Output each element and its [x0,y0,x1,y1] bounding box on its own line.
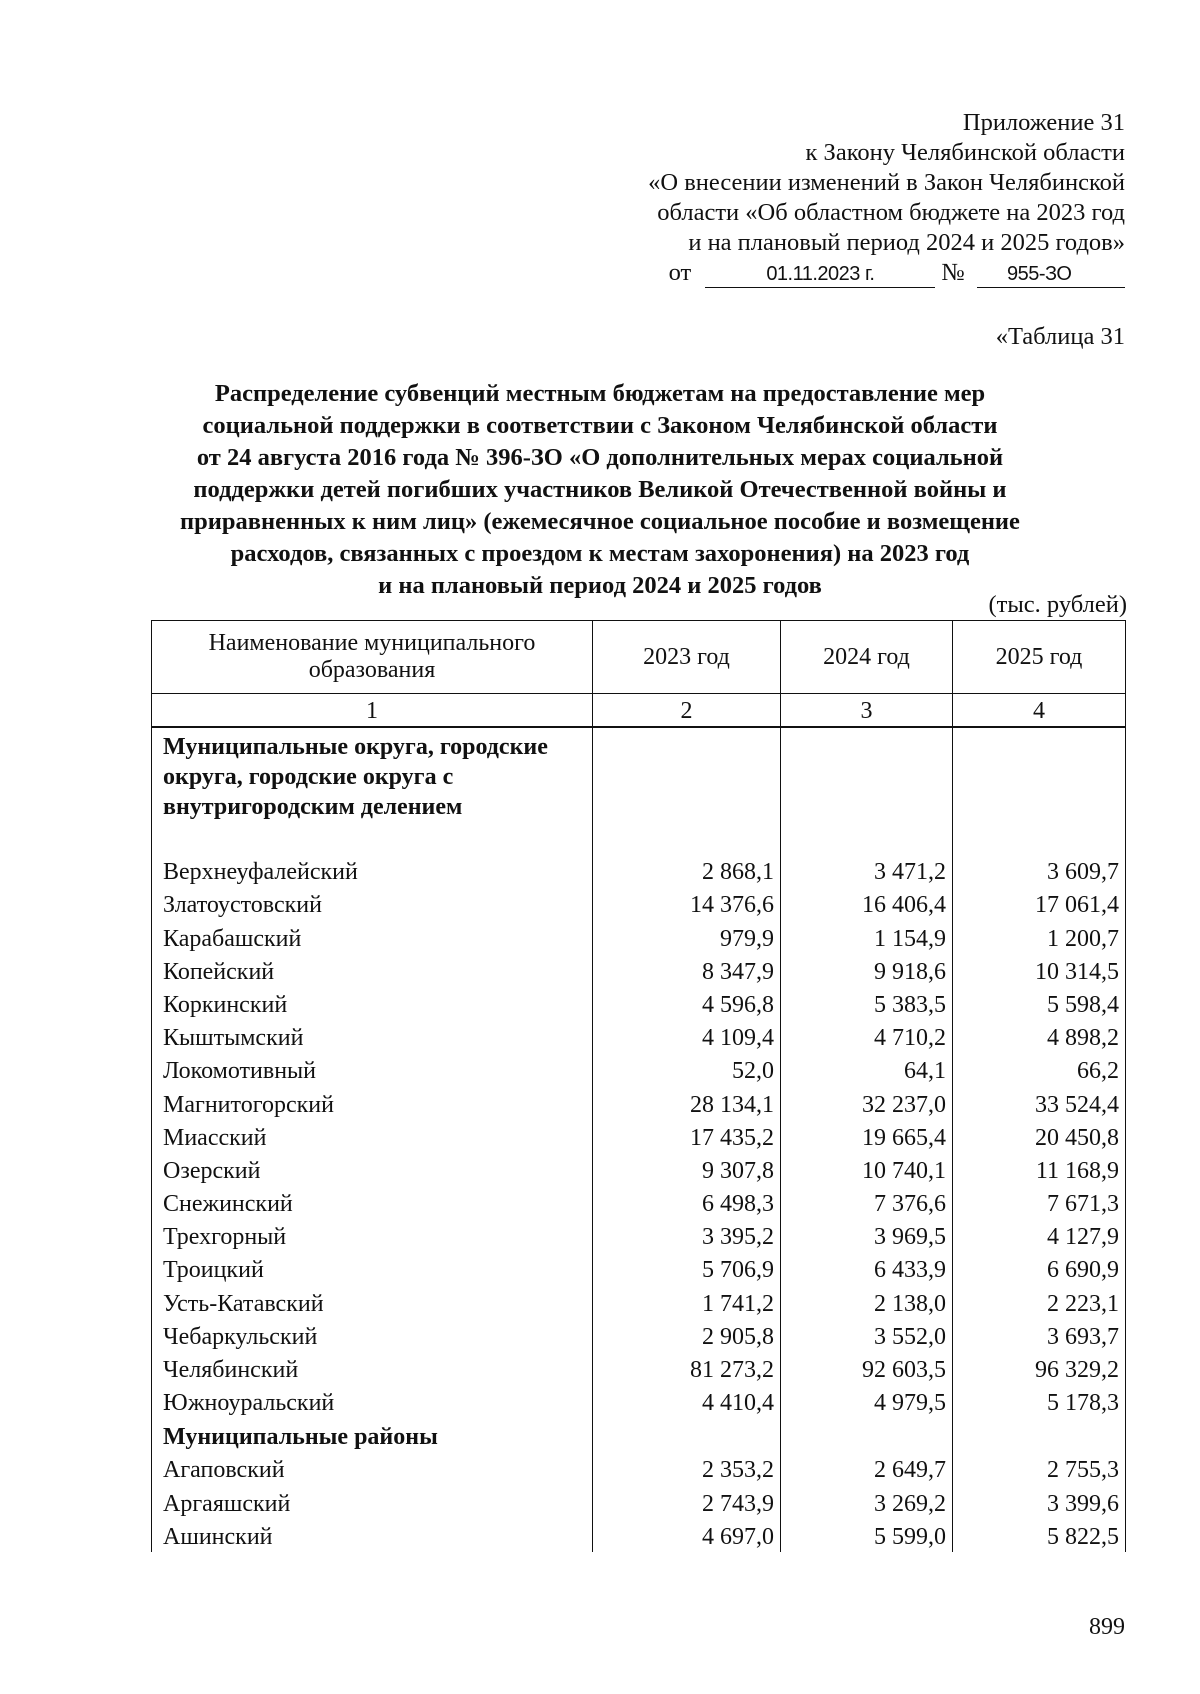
table-row [152,920,1126,953]
municipality-name: Южноуральский [152,1385,593,1418]
value-2023: 4 410,4 [593,1385,781,1418]
value-2024: 4 710,2 [781,1020,953,1053]
value-2023: 52,0 [593,1053,781,1086]
municipality-name: Ашинский [152,1519,593,1552]
value-2025: 10 314,5 [953,954,1126,987]
title-line: расходов, связанных с проездом к местам захоронения) на 2023 год [230,540,970,567]
column-number: 2 [593,694,781,728]
header-municipality: Наименование муниципального образования [152,621,593,694]
value-2024: 19 665,4 [781,1120,953,1153]
section-header-row [152,1418,1126,1452]
appendix-header [565,108,1125,288]
title-line: от 24 августа 2016 года № 396-ЗО «О дополнительных мерах социальной [196,444,1004,471]
value-2025: 5 822,5 [953,1519,1126,1552]
column-number: 4 [953,694,1126,728]
empty-cell [953,727,1126,854]
appendix-line-3: «О внесении изменений в Закон Челябинской [648,169,1125,196]
value-2023: 979,9 [593,920,781,953]
table-row [152,1485,1126,1518]
header-2024: 2024 год [781,621,953,694]
column-number: 3 [781,694,953,728]
value-2023: 4 109,4 [593,1020,781,1053]
value-2025: 5 178,3 [953,1385,1126,1418]
value-2024: 9 918,6 [781,954,953,987]
value-2024: 32 237,0 [781,1086,953,1119]
title-line: социальной поддержки в соответствии с Законом Челябинской области [202,412,998,439]
appendix-line-1: Приложение 31 [962,109,1125,136]
municipality-name: Коркинский [152,987,593,1020]
empty-cell [781,1418,953,1452]
value-2024: 16 406,4 [781,887,953,920]
title-line: приравненных к ним лиц» (ежемесячное социальное пособие и возмещение [180,508,1020,535]
value-2023: 1 741,2 [593,1285,781,1318]
value-2024: 1 154,9 [781,920,953,953]
value-2025: 4 898,2 [953,1020,1126,1053]
table-row [152,954,1126,987]
column-number-row [152,694,1126,728]
municipality-name: Карабашский [152,920,593,953]
municipality-name: Троицкий [152,1252,593,1285]
municipality-name: Снежинский [152,1186,593,1219]
value-2023: 4 596,8 [593,987,781,1020]
table-row [152,1319,1126,1352]
value-2025: 20 450,8 [953,1120,1126,1153]
value-2025: 7 671,3 [953,1186,1126,1219]
table-row [152,1153,1126,1186]
empty-cell [593,727,781,854]
value-2025: 66,2 [953,1053,1126,1086]
value-2024: 2 649,7 [781,1452,953,1485]
value-2024: 3 969,5 [781,1219,953,1252]
value-2025: 4 127,9 [953,1219,1126,1252]
municipality-name: Миасский [152,1120,593,1153]
value-2024: 6 433,9 [781,1252,953,1285]
table-row [152,1086,1126,1119]
value-2023: 3 395,2 [593,1219,781,1252]
table-row [152,1219,1126,1252]
value-2024: 64,1 [781,1053,953,1086]
date-prefix: от [668,259,692,286]
table-label: «Таблица 31 [995,323,1125,350]
column-number: 1 [152,694,593,728]
table-row [152,987,1126,1020]
appendix-line-2: к Закону Челябинской области [805,139,1125,166]
appendix-line-5: и на плановый период 2024 и 2025 годов» [688,229,1125,256]
value-2023: 2 353,2 [593,1452,781,1485]
law-date-line [565,258,1125,288]
municipality-name: Локомотивный [152,1053,593,1086]
value-2025: 11 168,9 [953,1153,1126,1186]
title-line: и на плановый период 2024 и 2025 годов [378,572,822,599]
table-row [152,1186,1126,1219]
subvention-table [151,620,1126,1552]
table-row [152,854,1126,887]
value-2025: 2 223,1 [953,1285,1126,1318]
page-number: 899 [1089,1614,1125,1640]
value-2024: 2 138,0 [781,1285,953,1318]
empty-cell [593,1418,781,1452]
value-2023: 2 743,9 [593,1485,781,1518]
table-row [152,1285,1126,1318]
value-2023: 14 376,6 [593,887,781,920]
municipality-name: Аргаяшский [152,1485,593,1518]
municipality-name: Озерский [152,1153,593,1186]
title-line: Распределение субвенций местным бюджетам на предоставление мер [214,380,986,407]
appendix-line-4: области «Об областном бюджете на 2023 год [657,199,1125,226]
value-2024: 5 599,0 [781,1519,953,1552]
municipality-name: Копейский [152,954,593,987]
municipality-name: Магнитогорский [152,1086,593,1119]
value-2024: 10 740,1 [781,1153,953,1186]
law-number: 955-ЗО [977,261,1125,288]
value-2025: 5 598,4 [953,987,1126,1020]
table-row [152,1120,1126,1153]
section-title: Муниципальные районы [152,1418,593,1452]
value-2024: 4 979,5 [781,1385,953,1418]
value-2024: 3 471,2 [781,854,953,887]
number-prefix: № [941,259,965,286]
value-2023: 5 706,9 [593,1252,781,1285]
value-2025: 33 524,4 [953,1086,1126,1119]
value-2023: 17 435,2 [593,1120,781,1153]
table-row [152,1020,1126,1053]
value-2025: 3 399,6 [953,1485,1126,1518]
table-row [152,1352,1126,1385]
table-row [152,1385,1126,1418]
empty-cell [781,727,953,854]
value-2024: 5 383,5 [781,987,953,1020]
municipality-name: Агаповский [152,1452,593,1485]
value-2025: 2 755,3 [953,1452,1126,1485]
value-2023: 2 868,1 [593,854,781,887]
table-row [152,1252,1126,1285]
value-2024: 3 552,0 [781,1319,953,1352]
value-2024: 3 269,2 [781,1485,953,1518]
value-2023: 6 498,3 [593,1186,781,1219]
municipality-name: Челябинский [152,1352,593,1385]
municipality-name: Златоустовский [152,887,593,920]
title-line: поддержки детей погибших участников Великой Отечественной войны и [193,476,1007,503]
header-2025: 2025 год [953,621,1126,694]
table-row [152,1519,1126,1552]
table-row [152,887,1126,920]
value-2025: 3 609,7 [953,854,1126,887]
value-2023: 9 307,8 [593,1153,781,1186]
value-2025: 96 329,2 [953,1352,1126,1385]
value-2025: 3 693,7 [953,1319,1126,1352]
header-2023: 2023 год [593,621,781,694]
value-2025: 1 200,7 [953,920,1126,953]
value-2023: 81 273,2 [593,1352,781,1385]
value-2023: 2 905,8 [593,1319,781,1352]
document-title [150,378,1050,602]
units-label: (тыс. рублей) [988,591,1127,618]
municipality-name: Чебаркульский [152,1319,593,1352]
section-header-row [152,727,1126,854]
value-2025: 17 061,4 [953,887,1126,920]
municipality-name: Усть-Катавский [152,1285,593,1318]
table-header-row [152,621,1126,694]
value-2023: 28 134,1 [593,1086,781,1119]
municipality-name: Кыштымский [152,1020,593,1053]
table-row [152,1053,1126,1086]
value-2023: 8 347,9 [593,954,781,987]
table-row [152,1452,1126,1485]
value-2024: 7 376,6 [781,1186,953,1219]
law-date: 01.11.2023 г. [705,261,935,288]
municipality-name: Трехгорный [152,1219,593,1252]
municipality-name: Верхнеуфалейский [152,854,593,887]
section-title: Муниципальные округа, городские округа, городские округа с внутригородским делением [152,727,593,854]
value-2025: 6 690,9 [953,1252,1126,1285]
value-2024: 92 603,5 [781,1352,953,1385]
empty-cell [953,1418,1126,1452]
value-2023: 4 697,0 [593,1519,781,1552]
